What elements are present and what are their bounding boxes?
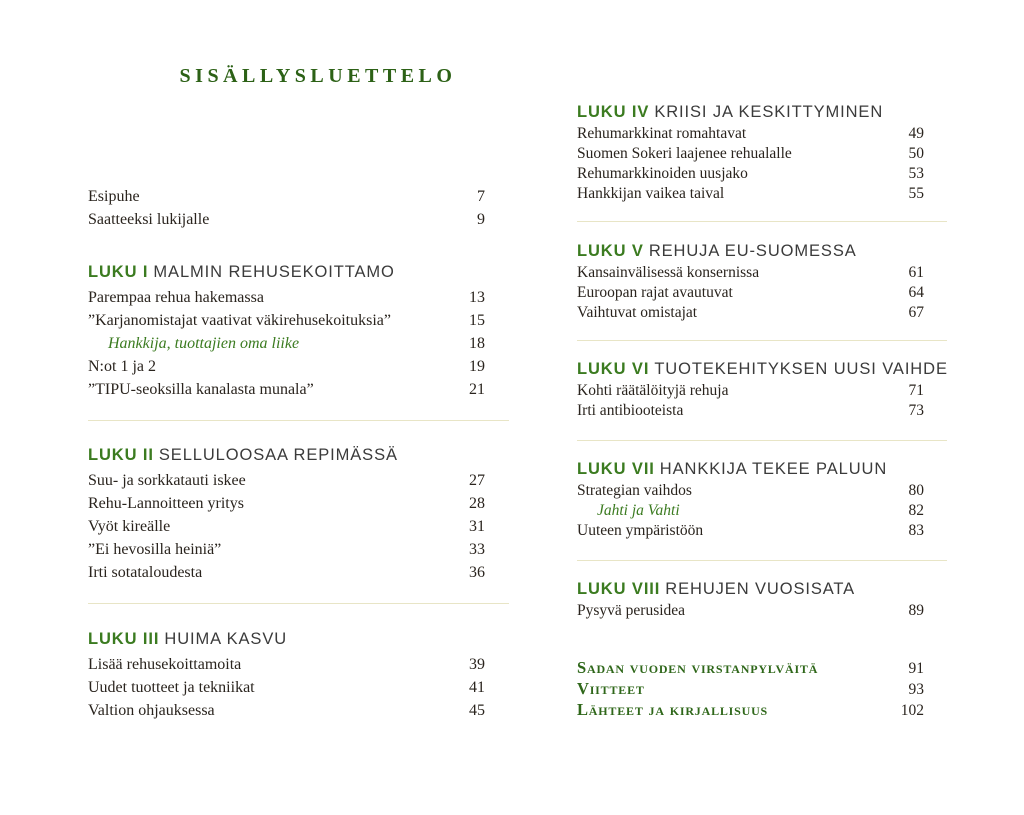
- toc-entry-page: 53: [908, 165, 924, 182]
- section-divider: [88, 420, 509, 421]
- toc-entry: [88, 538, 509, 561]
- toc-entry-page: 18: [469, 335, 485, 352]
- toc-entry-label: Rehu-Lannoitteen yritys: [88, 495, 244, 512]
- toc-entry-label: Uudet tuotteet ja tekniikat: [88, 679, 255, 696]
- toc-entry-page: 82: [908, 502, 924, 519]
- toc-entry: [577, 263, 947, 283]
- toc-subentry: [577, 501, 947, 521]
- toc-entry: [88, 515, 509, 538]
- chapter-section-6: [577, 359, 947, 421]
- toc-entry-label: Irti sotataloudesta: [88, 564, 203, 581]
- toc-entry: [88, 378, 509, 401]
- toc-entry: [577, 124, 947, 144]
- toc-entry-page: 64: [908, 284, 924, 301]
- toc-entry: [88, 676, 509, 699]
- toc-entry: [577, 164, 947, 184]
- chapter-number: LUKU V: [577, 242, 644, 260]
- toc-entry-page: 50: [908, 145, 924, 162]
- chapter-heading: [577, 359, 947, 380]
- chapter-number: LUKU VII: [577, 460, 655, 478]
- page-title: SISÄLLYSLUETTELO: [179, 65, 457, 87]
- toc-entry: [577, 700, 947, 721]
- toc-entry-label: Strategian vaihdos: [577, 482, 692, 499]
- toc-entry-page: 55: [908, 185, 924, 202]
- chapter-title: TUOTEKEHITYKSEN UUSI VAIHDE: [654, 360, 948, 378]
- toc-subentry: [88, 332, 509, 355]
- toc-entry-page: 27: [469, 472, 485, 489]
- toc-entry: [577, 521, 947, 541]
- toc-entry-label: ”TIPU-seoksilla kanalasta munala”: [88, 381, 314, 398]
- toc-entry: [577, 144, 947, 164]
- chapter-number: LUKU III: [88, 630, 160, 648]
- toc-entry-page: 41: [469, 679, 485, 696]
- toc-entry-page: 7: [477, 188, 485, 205]
- toc-entry-page: 13: [469, 289, 485, 306]
- toc-entry: [577, 601, 947, 621]
- toc-entry: [577, 401, 947, 421]
- toc-entry-label: Euroopan rajat avautuvat: [577, 284, 733, 301]
- toc-entry-page: 28: [469, 495, 485, 512]
- toc-entry-label: Irti antibiooteista: [577, 402, 684, 419]
- toc-entry-label: Vyöt kireälle: [88, 518, 171, 535]
- chapter-title: REHUJA EU-SUOMESSA: [648, 242, 857, 260]
- toc-entry-page: 21: [469, 381, 485, 398]
- chapter-number: LUKU VI: [577, 360, 650, 378]
- toc-entry-label: Rehumarkkinoiden uusjako: [577, 165, 748, 182]
- chapter-number: LUKU IV: [577, 103, 650, 121]
- toc-entry-label: Lisää rehusekoittamoita: [88, 656, 242, 673]
- toc-entry-label: Rehumarkkinat romahtavat: [577, 125, 747, 142]
- chapter-title: KRIISI JA KESKITTYMINEN: [654, 103, 884, 121]
- toc-entry-page: 89: [908, 602, 924, 619]
- chapter-section-7: [577, 459, 947, 541]
- toc-entry-page: 9: [477, 211, 485, 228]
- toc-entry: [88, 699, 509, 722]
- chapter-title: MALMIN REHUSEKOITTAMO: [153, 263, 395, 281]
- chapter-number: LUKU II: [88, 446, 154, 464]
- toc-entry-page: 71: [908, 382, 924, 399]
- toc-entry: [88, 208, 509, 231]
- section-divider: [577, 560, 947, 561]
- toc-entry-page: 33: [469, 541, 485, 558]
- section-divider: [577, 221, 947, 222]
- toc-entry-label: Vaihtuvat omistajat: [577, 304, 698, 321]
- toc-entry-page: 19: [469, 358, 485, 375]
- toc-entry: [88, 492, 509, 515]
- toc-entry-page: 39: [469, 656, 485, 673]
- toc-entry: [577, 658, 947, 679]
- toc-entry: [88, 286, 509, 309]
- toc-entry: [88, 653, 509, 676]
- chapter-title: HUIMA KASVU: [164, 630, 288, 648]
- chapter-heading: [88, 444, 509, 467]
- chapter-number: LUKU VIII: [577, 580, 661, 598]
- toc-entry-page: 91: [908, 660, 924, 677]
- toc-entry-label: Uuteen ympäristöön: [577, 522, 704, 539]
- chapter-title: SELLULOOSAA REPIMÄSSÄ: [158, 446, 398, 464]
- toc-entry-label: Sadan vuoden virstanpylväitä: [577, 658, 819, 677]
- toc-entry-page: 31: [469, 518, 485, 535]
- toc-entry-label: Suu- ja sorkkatauti iskee: [88, 472, 246, 489]
- toc-entry: [88, 185, 509, 208]
- chapter-number: LUKU I: [88, 263, 149, 281]
- chapter-heading: [577, 102, 947, 123]
- chapter-heading: [88, 628, 509, 651]
- toc-entry-label: Esipuhe: [88, 188, 140, 205]
- toc-entry-label: Kohti räätälöityjä rehuja: [577, 382, 729, 399]
- chapter-title: REHUJEN VUOSISATA: [665, 580, 856, 598]
- toc-entry: [577, 184, 947, 204]
- toc-entry-label: Saatteeksi lukijalle: [88, 211, 210, 228]
- toc-column-right: [577, 0, 947, 815]
- toc-entry-page: 93: [908, 681, 924, 698]
- toc-entry-page: 80: [908, 482, 924, 499]
- toc-subentry-label: Jahti ja Vahti: [597, 502, 680, 519]
- toc-entry-label: N:ot 1 ja 2: [88, 358, 156, 375]
- toc-entry: [88, 309, 509, 332]
- toc-entry-label: Pysyvä perusidea: [577, 602, 686, 619]
- toc-entry-page: 61: [908, 264, 924, 281]
- toc-entry-label: Parempaa rehua hakemassa: [88, 289, 264, 306]
- chapter-title: HANKKIJA TEKEE PALUUN: [659, 460, 888, 478]
- chapter-section-4: [577, 102, 947, 204]
- toc-subentry-label: Hankkija, tuottajien oma liike: [108, 335, 300, 352]
- chapter-section-1: [88, 261, 509, 401]
- toc-entry-page: 73: [908, 402, 924, 419]
- chapter-section-2: [88, 444, 509, 584]
- toc-entry: [577, 381, 947, 401]
- toc-entry-page: 15: [469, 312, 485, 329]
- chapter-section-8: [577, 579, 947, 621]
- toc-entry: [577, 481, 947, 501]
- toc-entry-page: 45: [469, 702, 485, 719]
- chapter-heading: [577, 579, 947, 600]
- section-divider: [88, 603, 509, 604]
- toc-entry: [88, 355, 509, 378]
- toc-entry-page: 49: [908, 125, 924, 142]
- chapter-section-3: [88, 628, 509, 722]
- section-divider: [577, 340, 947, 341]
- toc-entry: [88, 469, 509, 492]
- toc-entry-page: 83: [908, 522, 924, 539]
- chapter-heading: [577, 459, 947, 480]
- toc-entry-page: 36: [469, 564, 485, 581]
- toc-entry: [577, 303, 947, 323]
- toc-entry-label: ”Ei hevosilla heiniä”: [88, 541, 222, 558]
- toc-entry-page: 67: [908, 304, 924, 321]
- toc-entry-label: Viitteet: [577, 679, 645, 698]
- toc-column-left: [88, 0, 509, 815]
- chapter-heading: [577, 241, 947, 262]
- toc-entry-page: 102: [900, 702, 924, 719]
- toc-entry: [88, 561, 509, 584]
- toc-entry-label: Hankkijan vaikea taival: [577, 185, 725, 202]
- chapter-section-5: [577, 241, 947, 323]
- toc-entry-label: Kansainvälisessä konsernissa: [577, 264, 760, 281]
- toc-entry-label: ”Karjanomistajat vaativat väkirehusekoituksia”: [88, 312, 391, 329]
- toc-entry-label: Suomen Sokeri laajenee rehualalle: [577, 145, 792, 162]
- toc-entry: [577, 283, 947, 303]
- toc-entry: [577, 679, 947, 700]
- front-matter-section: [88, 185, 509, 231]
- back-matter-section: [577, 658, 947, 721]
- chapter-heading: [88, 261, 509, 284]
- toc-entry-label: Valtion ohjauksessa: [88, 702, 215, 719]
- section-divider: [577, 440, 947, 441]
- toc-entry-label: Lähteet ja kirjallisuus: [577, 700, 769, 719]
